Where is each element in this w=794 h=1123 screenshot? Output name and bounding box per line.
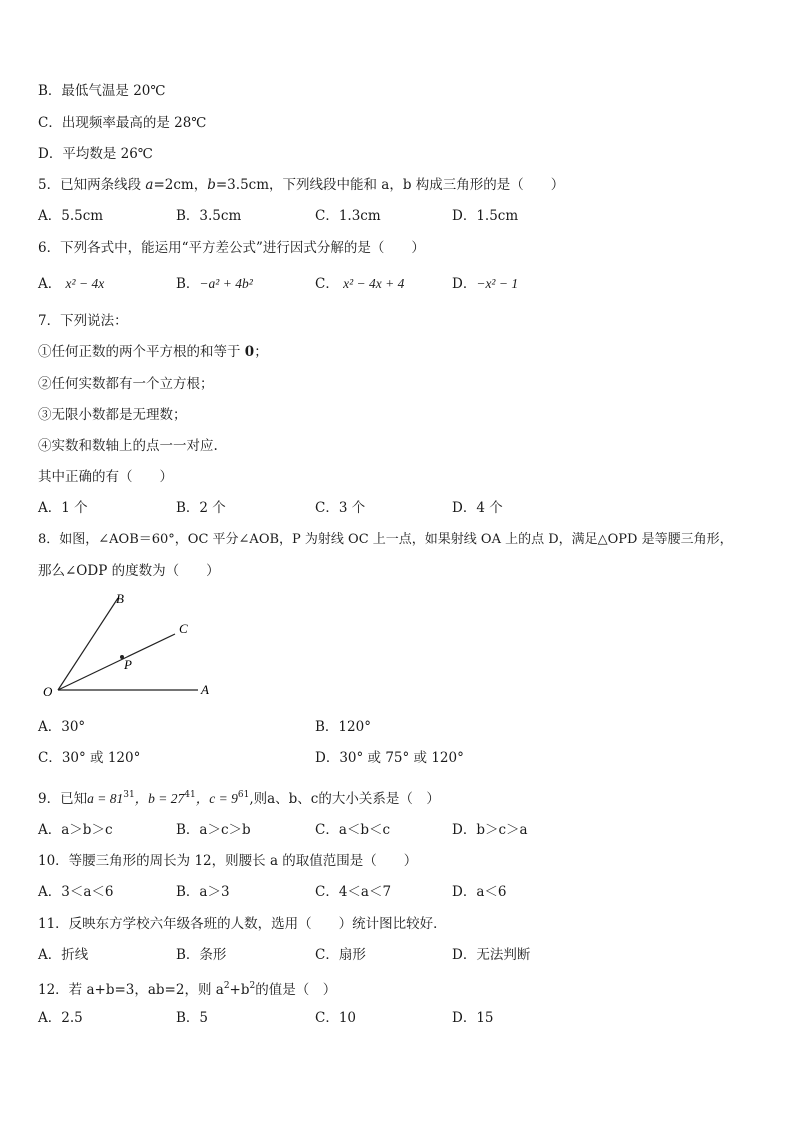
q12-option-c: C．10 [315, 1010, 357, 1026]
q9-option-c: C．a＜b＜c [315, 822, 391, 838]
q10-option-b: B．a＞3 [176, 884, 230, 900]
q8-stem-line2: 那么∠ODP 的度数为（ ） [38, 563, 220, 579]
q12-stem: 12．若 a+b=3，ab=2，则 $a^2+b^2$的值是（ ） [38, 981, 337, 998]
q6-option-b: B．−a² + 4b² [176, 276, 253, 292]
q7-option-b: B．2 个 [176, 500, 226, 516]
q5-option-d: D．1.5cm [452, 208, 519, 224]
label-p: P [124, 657, 132, 672]
q11-option-a: A．折线 [38, 947, 89, 963]
q7-question: 其中正确的有（ ） [38, 469, 173, 485]
q5-option-a: A．5.5cm [38, 208, 104, 224]
q7-option-a: A．1 个 [38, 500, 88, 516]
angle-figure [38, 590, 228, 702]
q10-option-c: C．4＜a＜7 [315, 884, 392, 900]
q8-option-c: C．30° 或 120° [38, 750, 141, 766]
q7-option-c: C．3 个 [315, 500, 366, 516]
q8-option-b: B．120° [315, 719, 371, 735]
q7-stem: 7．下列说法： [38, 313, 128, 329]
q8-option-a: A．30° [38, 719, 86, 735]
q4-option-b: B．最低气温是 20℃ [38, 83, 166, 99]
q7-statement-4: ④实数和数轴上的点一一对应. [38, 438, 218, 454]
label-o: O [43, 684, 53, 699]
q7-statement-3: ③无限小数都是无理数； [38, 407, 187, 423]
q5-option-c: C．1.3cm [315, 208, 381, 224]
q11-option-d: D．无法判断 [452, 947, 531, 963]
q7-statement-2: ②任何实数都有一个立方根； [38, 376, 214, 392]
q12-option-d: D．15 [452, 1010, 494, 1026]
label-b: B [116, 591, 124, 606]
q6-option-d: D．−x² − 1 [452, 276, 519, 292]
q10-option-d: D．a＜6 [452, 884, 507, 900]
q6-stem: 6．下列各式中，能运用“平方差公式”进行因式分解的是（ ） [38, 240, 425, 256]
q8-option-d: D．30° 或 75° 或 120° [315, 750, 464, 766]
label-c: C [179, 621, 188, 636]
q11-stem: 11．反映东方学校六年级各班的人数，选用（ ）统计图比较好． [38, 916, 447, 932]
q7-statement-1: ①任何正数的两个平方根的和等于 0； [38, 344, 268, 360]
q4-option-d: D．平均数是 26℃ [38, 146, 153, 162]
label-a: A [201, 682, 209, 697]
q5-stem: 5．已知两条线段 a=2cm，b=3.5cm，下列线段中能和 a，b 构成三角形的是（ ） [38, 177, 565, 193]
q8-stem-line1: 8．如图，∠AOB＝60°，OC 平分∠AOB，P 为射线 OC 上一点，如果射线 OA 上的点 D，满足△OPD 是等腰三角形， [38, 532, 733, 547]
q4-option-c: C．出现频率最高的是 28℃ [38, 115, 207, 131]
q12-option-b: B．5 [176, 1010, 209, 1026]
q9-option-a: A．a＞b＞c [38, 822, 113, 838]
q10-option-a: A．3＜a＜6 [38, 884, 114, 900]
q6-option-c: C． x² − 4x + 4 [315, 276, 405, 292]
q5-option-b: B．3.5cm [176, 208, 242, 224]
q9-option-d: D．b＞c＞a [452, 822, 528, 838]
q6-option-a: A． x² − 4x [38, 276, 105, 292]
q12-option-a: A．2.5 [38, 1010, 83, 1026]
q9-stem: 9．已知$a = 81^{31}$，$b = 27^{41}$，$c = 9^{61}$,则a、b、c的大小关系是（ ） [38, 790, 440, 807]
q10-stem: 10．等腰三角形的周长为 12，则腰长 a 的取值范围是（ ） [38, 853, 418, 869]
q9-option-b: B．a＞c＞b [176, 822, 251, 838]
q11-option-c: C．扇形 [315, 947, 366, 963]
q7-option-d: D．4 个 [452, 500, 503, 516]
q11-option-b: B．条形 [176, 947, 227, 963]
